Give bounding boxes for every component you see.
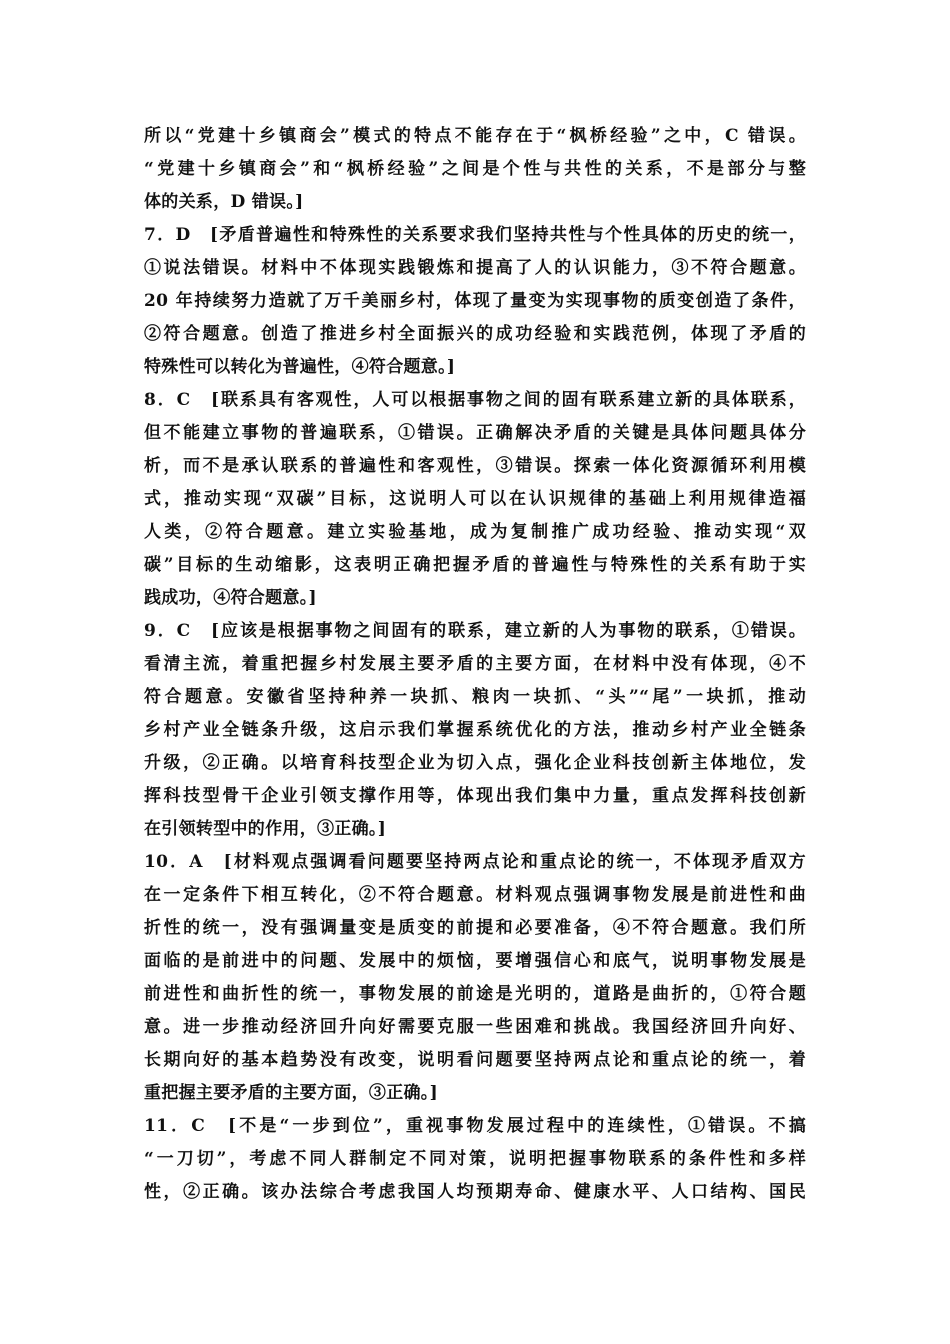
text-line: 践成功，④符合题意。] [144,588,317,608]
text-line: 符合题意。安徽省坚持种养一块抓、粮肉一块抓、“头”“尾”一块抓，推动 [144,687,806,707]
text-line: 意。进一步推动经济回升向好需要克服一些困难和挑战。我国经济回升向好、 [144,1017,806,1037]
answer-11-heading: 11．C [不是“一步到位”，重视事物发展过程中的连续性，①错误。不搞 [144,1116,806,1136]
text-line: ①说法错误。材料中不体现实践锻炼和提高了人的认识能力，③不符合题意。 [144,258,806,278]
text-line: 面临的是前进中的问题、发展中的烦恼，要增强信心和底气，说明事物发展是 [144,951,806,971]
text-line: 挥科技型骨干企业引领支撑作用等，体现出我们集中力量，重点发挥科技创新 [144,786,806,806]
text-line: 人类，②符合题意。建立实验基地，成为复制推广成功经验、推动实现“双 [144,522,806,542]
text-line: 析，而不是承认联系的普遍性和客观性，③错误。探索一体化资源循环利用模 [144,456,806,476]
answer-9-heading: 9．C [应该是根据事物之间固有的联系，建立新的人为事物的联系，①错误。 [144,621,806,641]
text-line: 升级，②正确。以培育科技型企业为切入点，强化企业科技创新主体地位，发 [144,753,806,773]
answer-10-heading: 10．A [材料观点强调看问题要坚持两点论和重点论的统一，不体现矛盾双方 [144,852,806,872]
text-line: 但不能建立事物的普遍联系，①错误。正确解决矛盾的关键是具体问题具体分 [144,423,806,443]
text-line: 特殊性可以转化为普遍性，④符合题意。] [144,357,456,377]
text-line: 折性的统一，没有强调量变是质变的前提和必要准备，④不符合题意。我们所 [144,918,806,938]
document-page [144,120,806,1209]
text-line: “一刀切”，考虑不同人群制定不同对策，说明把握事物联系的条件性和多样 [144,1149,806,1169]
text-line: 在一定条件下相互转化，②不符合题意。材料观点强调事物发展是前进性和曲 [144,885,806,905]
text-line: 碳”目标的生动缩影，这表明正确把握矛盾的普遍性与特殊性的关系有助于实 [144,555,806,575]
text-line: 式，推动实现“双碳”目标，这说明人可以在认识规律的基础上利用规律造福 [144,489,806,509]
text-line: 看清主流，着重把握乡村发展主要矛盾的主要方面，在材料中没有体现，④不 [144,654,806,674]
text-line: 20 年持续努力造就了万千美丽乡村，体现了量变为实现事物的质变创造了条件， [144,291,806,311]
answer-8-heading: 8．C [联系具有客观性，人可以根据事物之间的固有联系建立新的具体联系， [144,390,806,410]
text-line: 性，②正确。该办法综合考虑我国人均预期寿命、健康水平、人口结构、国民 [144,1182,806,1202]
text-line: 前进性和曲折性的统一，事物发展的前途是光明的，道路是曲折的，①符合题 [144,984,806,1004]
answer-7-heading: 7．D [矛盾普遍性和特殊性的关系要求我们坚持共性与个性具体的历史的统一， [144,225,806,245]
text-line: 重把握主要矛盾的主要方面，③正确。] [144,1083,438,1103]
text-line: “党建十乡镇商会”和“枫桥经验”之间是个性与共性的关系，不是部分与整 [144,159,806,179]
text-line: 在引领转型中的作用，③正确。] [144,819,387,839]
text-line: 所以“党建十乡镇商会”模式的特点不能存在于“枫桥经验”之中，C 错误。 [144,126,806,146]
text-line: 体的关系，D 错误。] [144,192,304,212]
text-line: 长期向好的基本趋势没有改变，说明看问题要坚持两点论和重点论的统一，着 [144,1050,806,1070]
text-line: ②符合题意。创造了推进乡村全面振兴的成功经验和实践范例，体现了矛盾的 [144,324,806,344]
text-line: 乡村产业全链条升级，这启示我们掌握系统优化的方法，推动乡村产业全链条 [144,720,806,740]
